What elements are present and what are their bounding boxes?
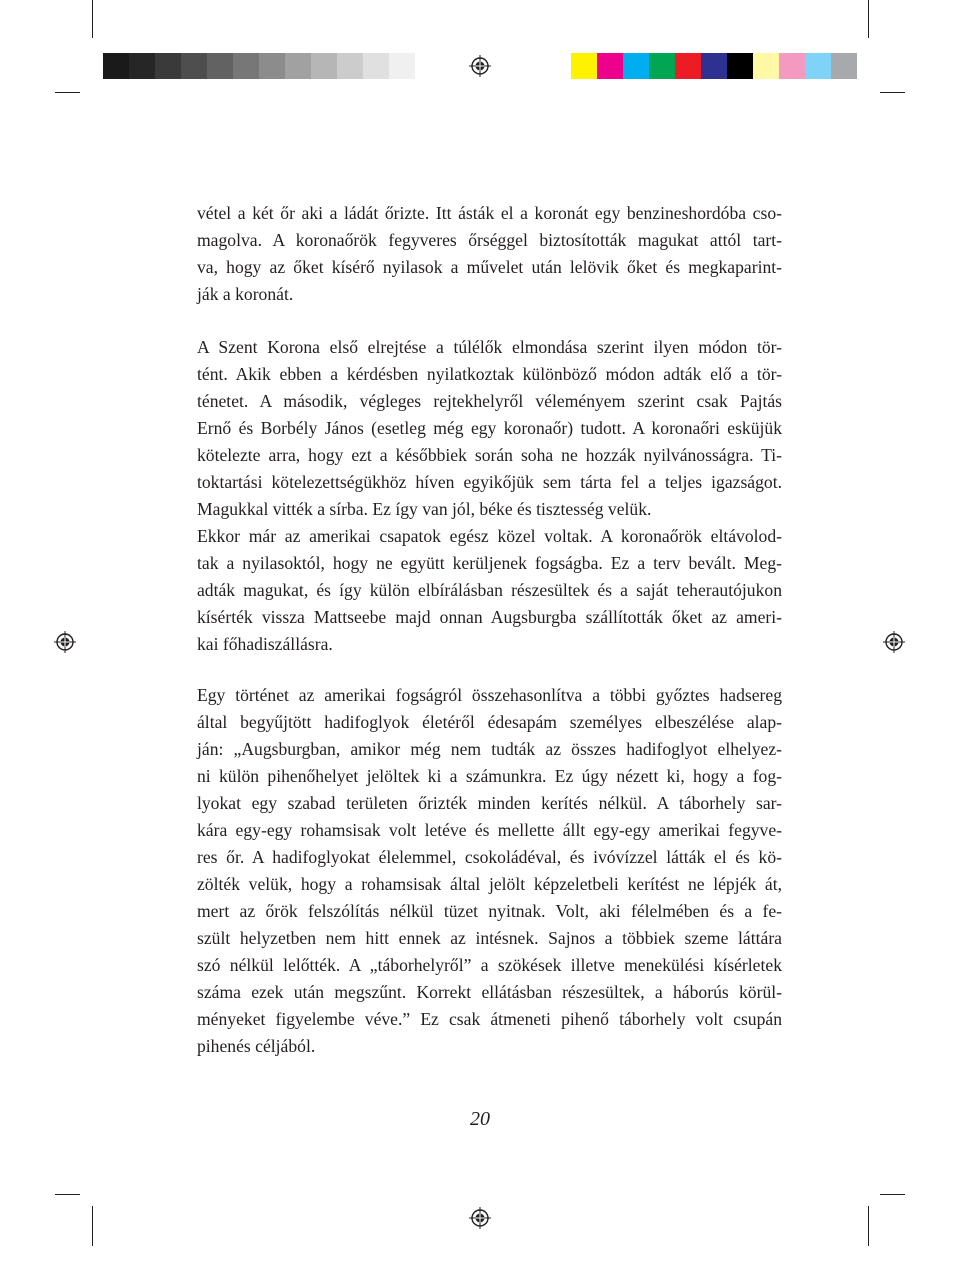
text-line: A Szent Korona első elrejtése a túlélők elmondása szerint ilyen módon tör- [197,337,782,357]
registration-mark-right-icon [883,631,905,653]
color-swatch [701,53,727,79]
text-line: kísérték vissza Mattseebe majd onnan Augsburgba szállították őket az ameri- [197,607,782,627]
text-line: tak a nyilasoktól, hogy ne együtt kerüljenek fogságba. Ez a terv bevált. Meg- [197,553,782,573]
registration-mark-top-icon [469,55,491,77]
color-swatch [129,53,155,79]
text-line: ján: „Augsburgban, amikor még nem tudták az összes hadifoglyot elhelyez- [197,739,782,759]
paragraph-2 [197,334,782,658]
grayscale-color-bar [103,53,441,79]
text-line: mert az őrök felszólítás nélkül tüzet nyitnak. Volt, aki félelmében és a fe- [197,901,782,921]
crop-mark-top-left-vertical [92,0,93,38]
crop-mark-top-right-horizontal [880,92,905,93]
text-line: ják a koronát. [197,284,294,304]
text-line: tént. Akik ebben a kérdésben nyilatkoztak különböző módon adták elő a tör- [197,364,782,384]
color-swatch [779,53,805,79]
color-swatch [103,53,129,79]
color-swatch [389,53,415,79]
color-swatch [805,53,831,79]
text-line: va, hogy az őket kísérő nyilasok a művelet után lelövik őket és megkaparint- [197,257,782,277]
color-swatch [727,53,753,79]
paragraph-1 [197,200,782,308]
crop-mark-top-left-horizontal [55,92,80,93]
text-line: lyokat egy szabad területen őrizték minden kerítés nélkül. A táborhely sar- [197,793,782,813]
text-line: kai főhadiszállásra. [197,634,333,654]
text-line: ténetet. A második, végleges rejtekhelyről véleményem szerint csak Pajtás [197,391,782,411]
text-line: ményeket figyelembe véve.” Ez csak átmeneti pihenő táborhely volt csupán [197,1009,782,1029]
color-swatch [571,53,597,79]
text-line: szült helyzetben nem hitt ennek az intésnek. Sajnos a többiek szeme láttára [197,928,782,948]
crop-mark-bottom-right-vertical [868,1206,869,1246]
registration-mark-bottom-icon [469,1207,491,1229]
text-line: zölték velük, hogy a rohamsisak által jelölt képzeletbeli kerítést ne lépjék át, [197,874,782,894]
color-swatch [363,53,389,79]
color-swatch [233,53,259,79]
text-line: Magukkal vitték a sírba. Ez így van jól, béke és tisztesség velük. [197,499,652,519]
color-swatch [337,53,363,79]
color-swatch [259,53,285,79]
color-swatch [311,53,337,79]
paragraph-3 [197,682,782,1060]
color-swatch [597,53,623,79]
process-color-bar [571,53,857,79]
color-swatch [623,53,649,79]
color-swatch [155,53,181,79]
text-line: adták magukat, és így külön elbírálásban részesültek és a saját teherautójukon [197,580,782,600]
text-line: vétel a két őr aki a ládát őrizte. Itt ásták el a koronát egy benzineshordóba cso- [197,203,782,223]
color-swatch [285,53,311,79]
crop-mark-bottom-left-vertical [92,1206,93,1246]
text-line: által begyűjtött hadifoglyok életéről édesapám személyes elbeszélése alap- [197,712,782,732]
color-swatch [675,53,701,79]
text-line: száma ezek után megszűnt. Korrekt ellátásban részesültek, a háborús körül- [197,982,782,1002]
text-line: Egy történet az amerikai fogságról összehasonlítva a többi győztes hadsereg [197,685,782,705]
color-swatch [649,53,675,79]
crop-mark-bottom-left-horizontal [55,1194,80,1195]
crop-mark-bottom-right-horizontal [880,1194,905,1195]
text-line: pihenés céljából. [197,1036,316,1056]
color-swatch [181,53,207,79]
text-line: magolva. A koronaőrök fegyveres őrséggel biztosították magukat attól tart- [197,230,782,250]
text-line: kára egy-egy rohamsisak volt letéve és mellette állt egy-egy amerikai fegyve- [197,820,782,840]
color-swatch [753,53,779,79]
color-swatch [415,53,441,79]
text-line: Ernő és Borbély János (esetleg még egy koronaőr) tudott. A koronaőri esküjük [197,418,782,438]
text-line: toktartási kötelezettségükhöz híven egyikőjük sem tárta fel a teljes igazságot. [197,472,782,492]
page-number: 20 [470,1108,490,1130]
text-line: kötelezte arra, hogy ezt a későbbiek során soha ne hozzák nyilvánosságra. Ti- [197,445,782,465]
crop-mark-top-right-vertical [868,0,869,38]
text-line: res őr. A hadifoglyokat élelemmel, csokoládéval, és ivóvízzel látták el és kö- [197,847,782,867]
text-line: szó nélkül lelőtték. A „táborhelyről” a szökések illetve menekülési kísérletek [197,955,782,975]
registration-mark-left-icon [54,631,76,653]
text-line: ni külön pihenőhelyet jelöltek ki a számunkra. Ez úgy nézett ki, hogy a fog- [197,766,782,786]
text-line: Ekkor már az amerikai csapatok egész közel voltak. A koronaőrök eltávolod- [197,526,782,546]
color-swatch [207,53,233,79]
color-swatch [831,53,857,79]
